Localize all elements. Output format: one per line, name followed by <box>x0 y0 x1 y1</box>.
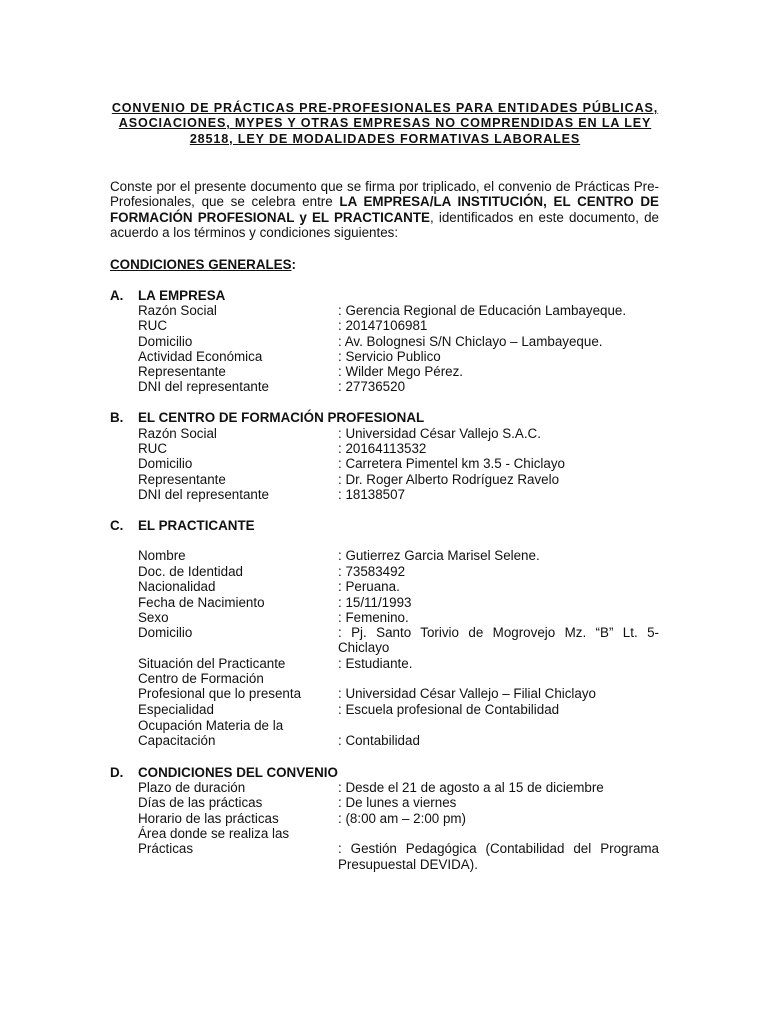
field-label: Ocupación Materia de la Capacitación <box>138 718 284 749</box>
section-a-title: LA EMPRESA <box>138 288 226 303</box>
field-label: Doc. de Identidad <box>138 564 243 579</box>
intro-paragraph <box>110 179 659 240</box>
field-value: : (8:00 am – 2:00 pm) <box>338 811 467 826</box>
field-label: Especialidad <box>138 702 214 717</box>
field-value: : Wilder Mego Pérez. <box>338 364 464 379</box>
field-label: Domicilio <box>138 625 193 640</box>
field-value: : 15/11/1993 <box>338 595 412 610</box>
field-label: Nacionalidad <box>138 579 216 594</box>
section-d-letter: D. <box>110 765 124 780</box>
section-c-title: EL PRACTICANTE <box>138 518 255 533</box>
field-label: Domicilio <box>138 334 193 349</box>
field-value: : Femenino. <box>338 610 409 625</box>
field-label: Domicilio <box>138 456 193 471</box>
field-label: Plazo de duración <box>138 780 246 795</box>
field-label: Situación del Practicante <box>138 656 286 671</box>
field-value: : Dr. Roger Alberto Rodríguez Ravelo <box>338 472 560 487</box>
field-value: : Escuela profesional de Contabilidad <box>338 702 560 717</box>
field-value: : Gestión Pedagógica (Contabilidad del Programa Presupuestal DEVIDA). <box>338 841 659 872</box>
field-label: Razón Social <box>138 303 217 318</box>
field-label: Centro de Formación Profesional que lo presenta <box>138 671 302 702</box>
field-value: : 27736520 <box>338 379 406 394</box>
field-value: : Carretera Pimentel km 3.5 - Chiclayo <box>338 456 565 471</box>
field-label: RUC <box>138 318 168 333</box>
conditions-heading-colon: : <box>291 257 297 272</box>
field-label: Representante <box>138 364 226 379</box>
field-value: : 18138507 <box>338 487 406 502</box>
field-label: Actividad Económica <box>138 349 263 364</box>
field-value: : Servicio Publico <box>338 349 441 364</box>
field-label: Horario de las prácticas <box>138 811 279 826</box>
intro-parties-bold: LA EMPRESA/LA INSTITUCIÓN, EL CENTRO DE FORMACIÓN PROFESIONAL y EL PRACTICANTE <box>110 194 659 225</box>
field-label: Fecha de Nacimiento <box>138 595 265 610</box>
conditions-heading-text: CONDICIONES GENERALES <box>110 257 292 272</box>
field-value: : Peruana. <box>338 579 400 594</box>
field-value: : Universidad César Vallejo S.A.C. <box>338 426 541 441</box>
field-value: : Estudiante. <box>338 656 413 671</box>
field-label: Sexo <box>138 610 169 625</box>
intro-text-start: Conste por el presente documento que se firma por triplicado, el convenio de Prácticas Pre-Profesionales, que se celebra entre <box>110 179 659 210</box>
field-label: RUC <box>138 441 168 456</box>
conditions-heading <box>110 257 296 272</box>
field-value: : 73583492 <box>338 564 406 579</box>
field-value: : 20147106981 <box>338 318 428 333</box>
intro-text-end: , identificados en este documento, de acuerdo a los términos y condiciones siguientes: <box>110 209 659 240</box>
section-c-letter: C. <box>110 518 124 533</box>
field-value: : Desde el 21 de agosto a al 15 de diciembre <box>338 780 604 795</box>
document-title: CONVENIO DE PRÁCTICAS PRE-PROFESIONALES PARA ENTIDADES PÚBLICAS, ASOCIACIONES, MYPES Y OTRAS EMPRESAS NO COMPRENDIDAS EN LA LEY 28518, LEY DE MODALIDADES FORMATIVAS LABORALES <box>111 101 659 146</box>
field-value: : Pj. Santo Torivio de Mogrovejo Mz. “B” Lt. 5- Chiclayo <box>338 625 659 656</box>
section-b-title: EL CENTRO DE FORMACIÓN PROFESIONAL <box>138 410 425 425</box>
field-value: : Gerencia Regional de Educación Lambayeque. <box>338 303 627 318</box>
section-d-title: CONDICIONES DEL CONVENIO <box>138 765 338 780</box>
field-label: Razón Social <box>138 426 217 441</box>
field-value: : Contabilidad <box>338 733 420 749</box>
field-value: : Av. Bolognesi S/N Chiclayo – Lambayeque. <box>338 334 603 349</box>
field-value: : 20164113532 <box>338 441 427 456</box>
section-b-letter: B. <box>110 410 124 425</box>
field-value: : Gutierrez Garcia Marisel Selene. <box>338 548 540 563</box>
field-value: : De lunes a viernes <box>338 795 457 810</box>
field-label: Nombre <box>138 548 186 563</box>
field-label: DNI del representante <box>138 379 270 394</box>
field-label: Días de las prácticas <box>138 795 263 810</box>
field-label: DNI del representante <box>138 487 270 502</box>
field-label: Representante <box>138 472 226 487</box>
section-a-letter: A. <box>110 288 124 303</box>
field-label: Área donde se realiza las Prácticas <box>138 826 290 857</box>
field-value: : Universidad César Vallejo – Filial Chiclayo <box>338 686 596 702</box>
